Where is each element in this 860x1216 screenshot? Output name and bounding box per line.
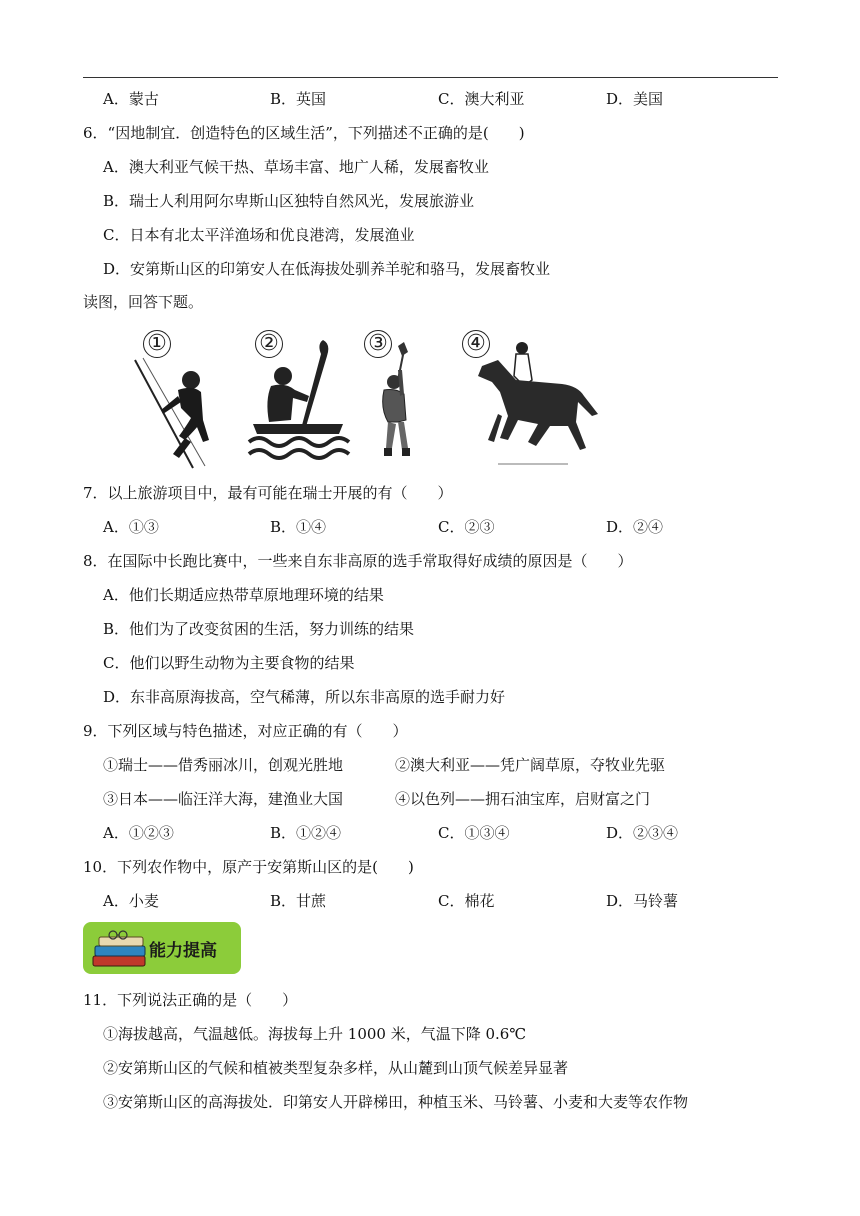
- q9-stem: 9．下列区域与特色描述，对应正确的有（ ）: [83, 722, 408, 740]
- q5-option-c: C．澳大利亚: [438, 90, 525, 108]
- horse-illustration: [458, 330, 608, 470]
- q5-option-a: A．蒙古: [103, 90, 159, 108]
- q10-option-a: A．小麦: [103, 892, 159, 910]
- q10-option-b: B．甘蔗: [270, 892, 327, 910]
- q6-option-a: A．澳大利亚气候干热、草场丰富、地广人稀，发展畜牧业: [103, 158, 489, 176]
- q9-item-4: ④以色列——拥石油宝库，启财富之门: [395, 790, 651, 808]
- q7-option-b: B．①④: [270, 518, 327, 536]
- section-badge: [83, 922, 241, 974]
- q8-option-b: B．他们为了改变贫困的生活，努力训练的结果: [103, 620, 415, 638]
- q6-option-b: B．瑞士人利用阿尔卑斯山区独特自然风光，发展旅游业: [103, 192, 475, 210]
- read-prompt: 读图，回答下题。: [83, 293, 204, 311]
- label-2: ②: [255, 330, 283, 358]
- activity-figure: [103, 330, 623, 470]
- horse-rider-icon: [458, 330, 608, 470]
- climber-icon: [358, 330, 428, 470]
- q9-option-c: C．①③④: [438, 824, 510, 842]
- skier-illustration: [133, 330, 233, 470]
- q10-stem: 10．下列农作物中，原产于安第斯山区的是( ): [83, 858, 414, 876]
- label-1: ①: [143, 330, 171, 358]
- q8-option-c: C．他们以野生动物为主要食物的结果: [103, 654, 355, 672]
- label-3: ③: [364, 330, 392, 358]
- q8-option-d: D．东非高原海拔高，空气稀薄，所以东非高原的选手耐力好: [103, 688, 506, 706]
- q9-item-2: ②澳大利亚——凭广阔草原，夺牧业先驱: [395, 756, 666, 774]
- q7-option-a: A．①③: [103, 518, 159, 536]
- q9-option-b: B．①②④: [270, 824, 342, 842]
- label-4: ④: [462, 330, 490, 358]
- q9-option-a: A．①②③: [103, 824, 174, 842]
- books-icon: [91, 928, 151, 970]
- q6-stem: 6．“因地制宜．创造特色的区域生活”，下列描述不正确的是( ): [83, 124, 525, 142]
- q8-stem: 8．在国际中长跑比赛中，一些来自东非高原的选手常取得好成绩的原因是（ ）: [83, 552, 633, 570]
- q8-option-a: A．他们长期适应热带草原地理环境的结果: [103, 586, 384, 604]
- q11-stem: 11．下列说法正确的是（ ）: [83, 991, 298, 1009]
- q11-item-3: ③安第斯山区的高海拔处．印第安人开辟梯田，种植玉米、马铃薯、小麦和大麦等农作物: [103, 1093, 689, 1111]
- q7-option-d: D．②④: [606, 518, 664, 536]
- section-badge-label: 能力提高: [149, 941, 217, 961]
- q9-item-1: ①瑞士——借秀丽冰川，创观光胜地: [103, 756, 344, 774]
- header-rule: [83, 77, 778, 78]
- q5-option-d: D．美国: [606, 90, 664, 108]
- q10-option-d: D．马铃薯: [606, 892, 679, 910]
- canoe-illustration: [243, 330, 363, 470]
- q11-item-2: ②安第斯山区的气候和植被类型复杂多样，从山麓到山顶气候差异显著: [103, 1059, 569, 1077]
- q11-item-1: ①海拔越高，气温越低。海拔每上升 1000 米，气温下降 0.6℃: [103, 1025, 527, 1043]
- q5-option-b: B．英国: [270, 90, 327, 108]
- q6-option-d: D．安第斯山区的印第安人在低海拔处驯养羊驼和骆马，发展畜牧业: [103, 260, 551, 278]
- q6-option-c: C．日本有北太平洋渔场和优良港湾，发展渔业: [103, 226, 415, 244]
- canoeist-icon: [243, 330, 363, 470]
- q9-item-3: ③日本——临汪洋大海，建渔业大国: [103, 790, 344, 808]
- q9-option-d: D．②③④: [606, 824, 679, 842]
- climber-illustration: [358, 330, 428, 470]
- q7-option-c: C．②③: [438, 518, 495, 536]
- q10-option-c: C．棉花: [438, 892, 495, 910]
- q7-stem: 7．以上旅游项目中，最有可能在瑞士开展的有（ ）: [83, 484, 453, 502]
- skier-icon: [133, 330, 233, 470]
